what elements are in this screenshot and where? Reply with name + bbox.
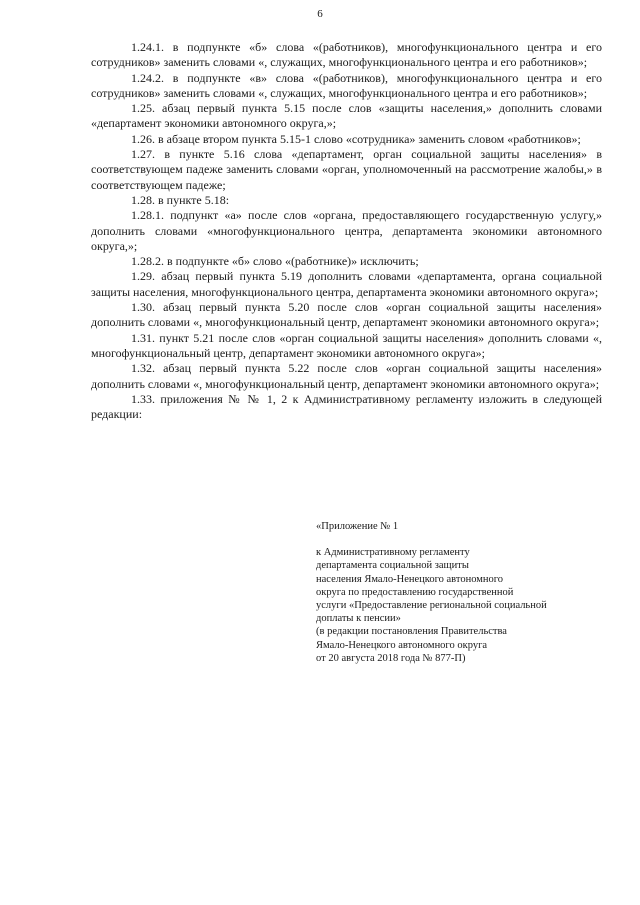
- paragraph-1-31: 1.31. пункт 5.21 после слов «орган социальной защиты населения» дополнить словами «, многофункциональный центр, департамент экономики автономного округа»;: [91, 330, 602, 360]
- document-body: [91, 40, 602, 422]
- paragraph-1-28-2: 1.28.2. в подпункте «б» слово «(работнике)» исключить;: [131, 254, 419, 269]
- appendix-line: Ямало-Ненецкого автономного округа: [316, 639, 488, 651]
- appendix-line: доплаты к пенсии»: [316, 613, 401, 625]
- appendix-line: к Административному регламенту: [316, 547, 470, 559]
- paragraph-1-32: 1.32. абзац первый пункта 5.22 после слов «орган социальной защиты населения» дополнить словами «, многофункциональный центр, департамент экономики автономного округа»;: [91, 361, 602, 391]
- appendix-line: услуги «Предоставление региональной социальной: [316, 600, 547, 612]
- paragraph-1-24-2: 1.24.2. в подпункте «в» слова «(работников), многофункционального центра и его сотрудников» заменить словами «, служащих, многофункционального центра и его работников»;: [91, 70, 602, 100]
- paragraph-1-26: 1.26. в абзаце втором пункта 5.15-1 слово «сотрудника» заменить словом «работников»;: [131, 131, 581, 146]
- appendix-header: [316, 520, 616, 665]
- paragraph-1-30: 1.30. абзац первый пункта 5.20 после слов «орган социальной защиты населения» дополнить словами «, многофункциональный центр, департамент экономики автономного округа»;: [91, 300, 602, 330]
- paragraph-1-27: 1.27. в пункте 5.16 слова «департамент, орган социальной защиты населения» в соответствующем падеже заменить словами «орган, уполномоченный на рассмотрение жалобы,» в соответствующем падеже;: [91, 147, 602, 192]
- appendix-line: департамента социальной защиты: [316, 560, 469, 572]
- appendix-line: округа по предоставлению государственной: [316, 586, 514, 598]
- appendix-line: (в редакции постановления Правительства: [316, 626, 507, 638]
- paragraph-1-28-1: 1.28.1. подпункт «а» после слов «органа, предоставляющего государственную услугу,» дополнить словами «многофункционального центра, департамента экономики автономного округа,»;: [91, 208, 602, 253]
- paragraph-1-24-1: 1.24.1. в подпункте «б» слова «(работников), многофункционального центра и его сотрудников» заменить словами «, служащих, многофункционального центра и его работников»;: [91, 40, 602, 70]
- appendix-line: от 20 августа 2018 года № 877-П): [316, 652, 466, 664]
- appendix-line: населения Ямало-Ненецкого автономного: [316, 573, 504, 585]
- paragraph-1-33: 1.33. приложения № № 1, 2 к Административному регламенту изложить в следующей редакции:: [91, 391, 602, 422]
- paragraph-1-28: 1.28. в пункте 5.18:: [131, 192, 230, 207]
- paragraph-1-29: 1.29. абзац первый пункта 5.19 дополнить словами «департамента, органа социальной защиты населения, многофункционального центра, департамента экономики автономного округа»;: [91, 269, 602, 299]
- page-number: 6: [317, 8, 323, 20]
- appendix-title: «Приложение № 1: [316, 521, 399, 532]
- paragraph-1-25: 1.25. абзац первый пункта 5.15 после слов «защиты населения,» дополнить словами «департамент экономики автономного округа,»;: [91, 101, 602, 131]
